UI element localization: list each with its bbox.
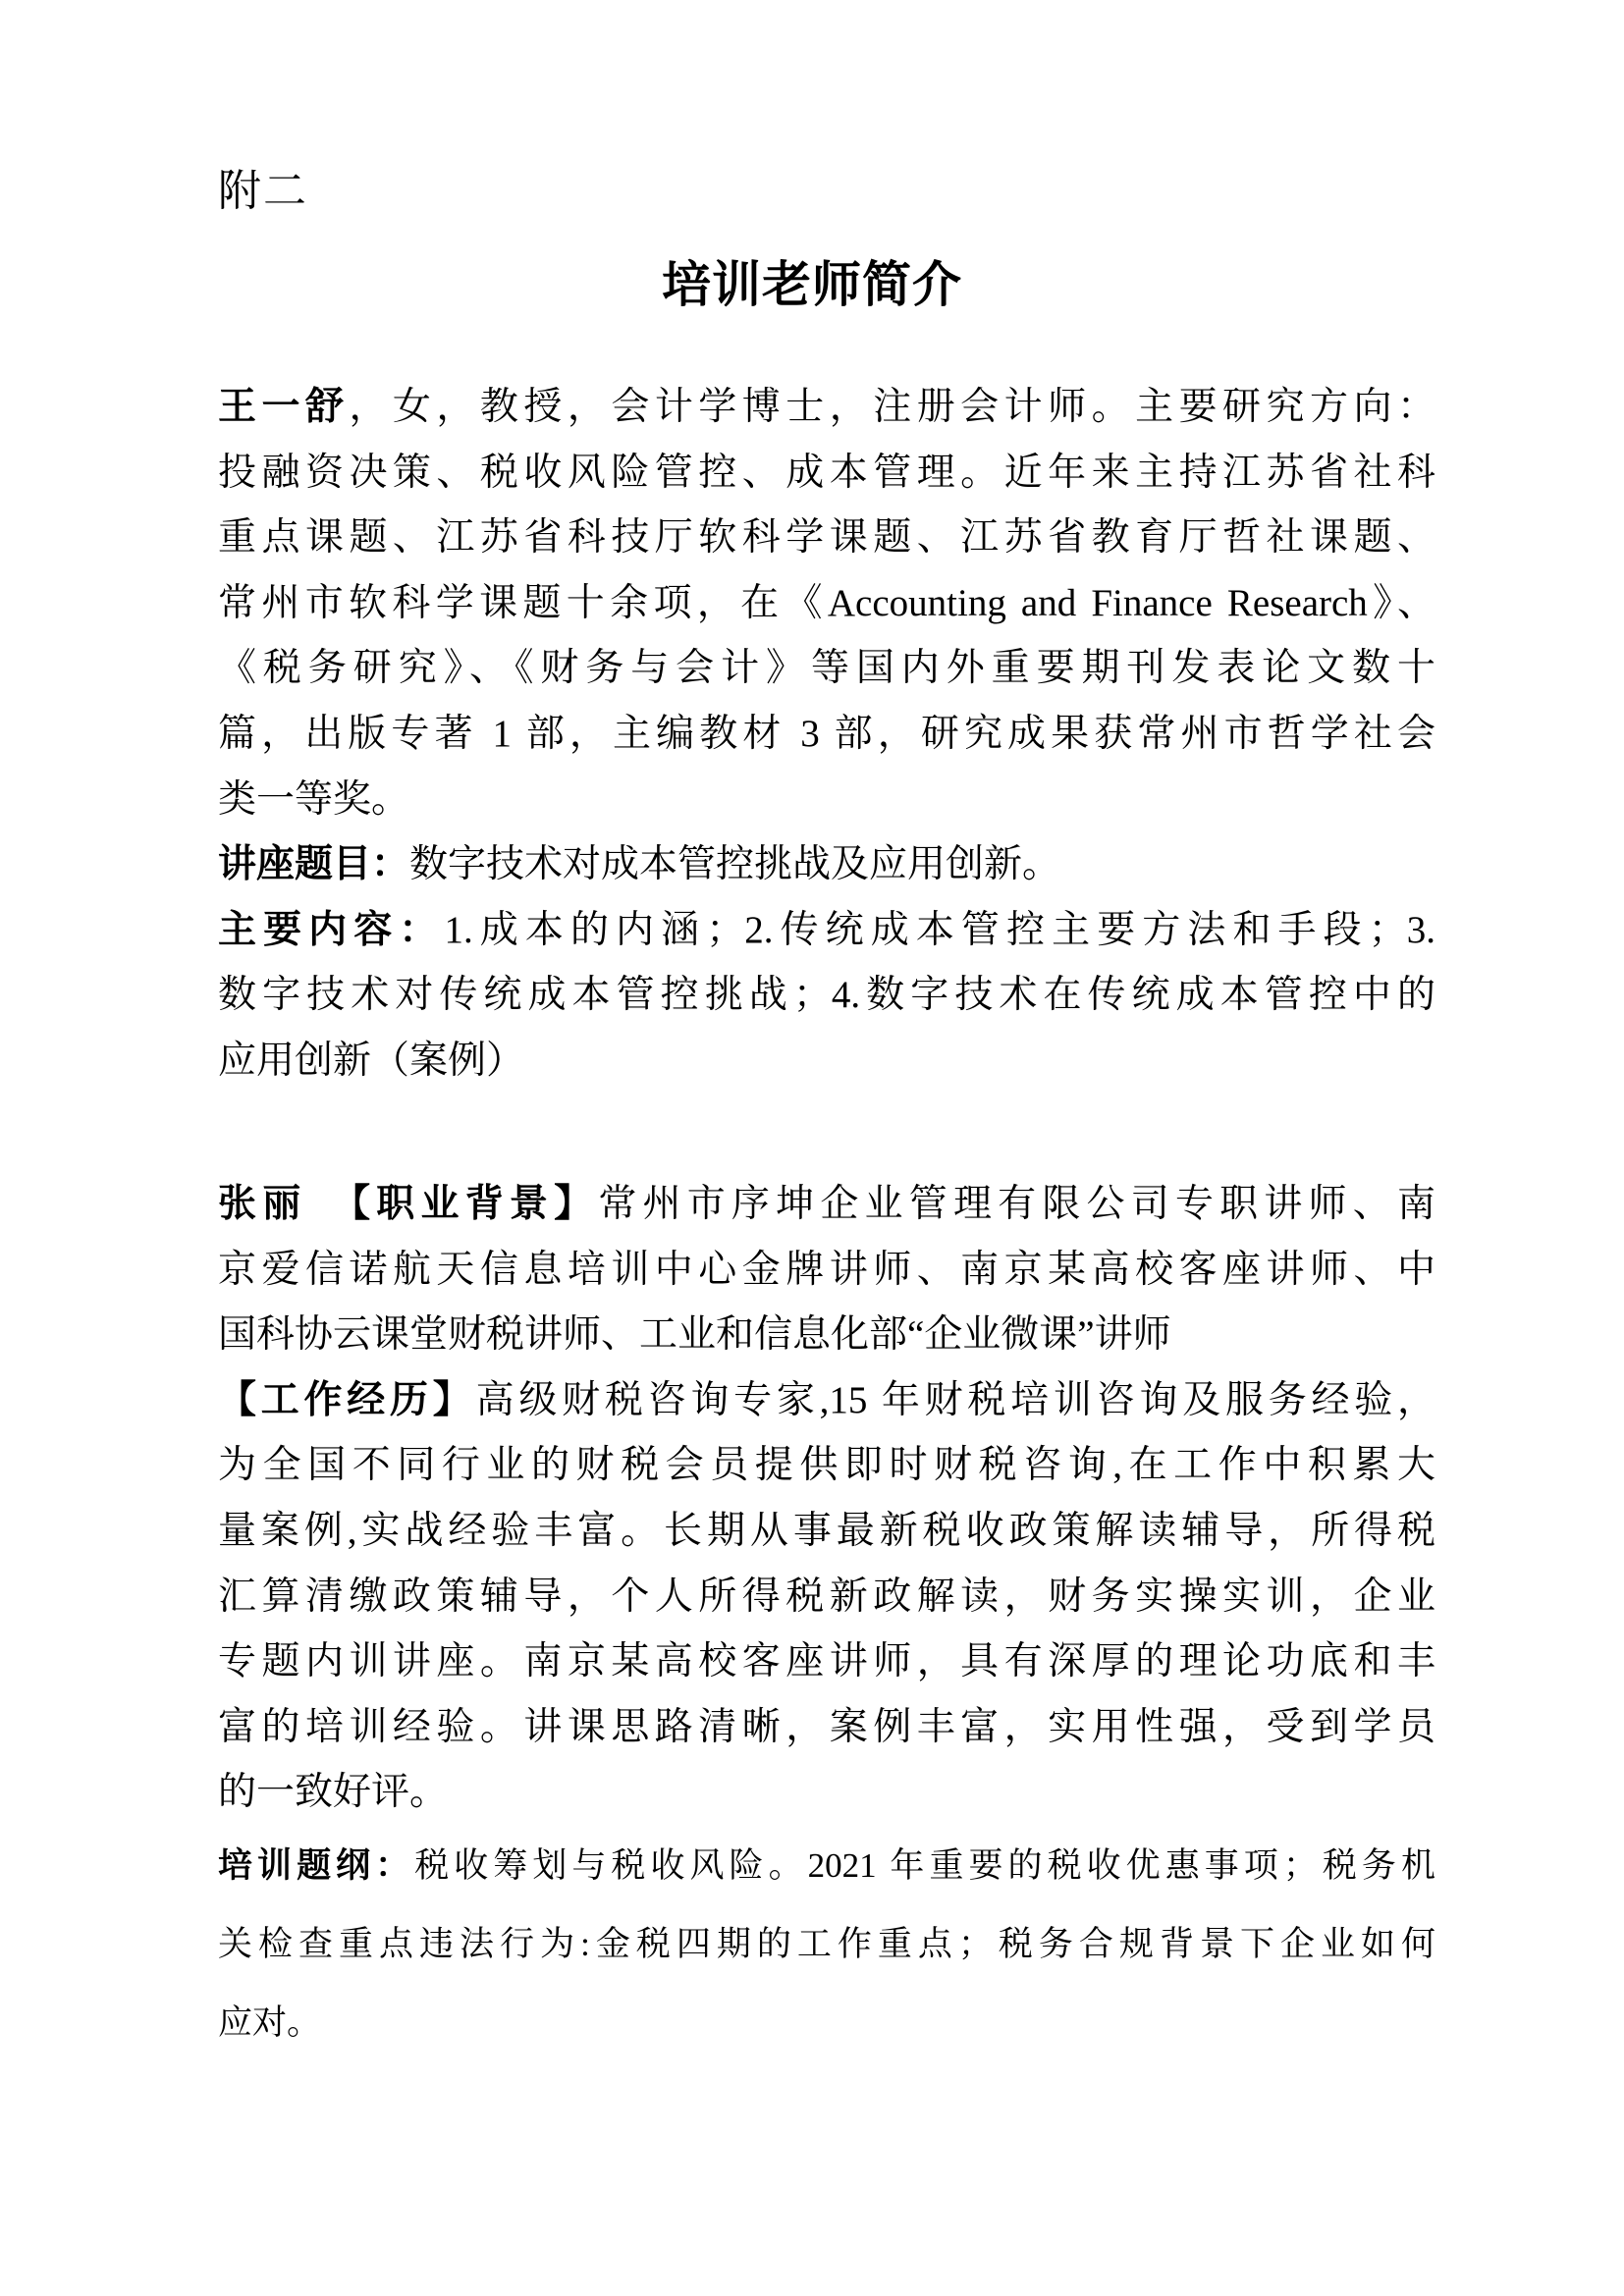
text-segment: 为全国不同行业的财税会员提供即时财税咨询,在工作中积累大	[218, 1444, 1435, 1487]
page-title: 培训老师简介	[662, 257, 962, 312]
bold-text-segment: 主要内容：	[218, 908, 445, 951]
text-segment: 的一致好评。	[218, 1771, 449, 1814]
text-line	[218, 571, 1435, 637]
text-segment: 投融资决策、税收风险管控、成本管理。近年来主持江苏省社科	[218, 451, 1435, 494]
text-segment: 1.成本的内涵；2.传统成本管控主要方法和手段；3.	[444, 908, 1435, 951]
text-segment: 汇算清缴政策辅导，个人所得税新政解读，财务实操实训，企业	[218, 1575, 1435, 1618]
text-line	[218, 832, 1435, 898]
text-line	[218, 1499, 1435, 1565]
text-line	[218, 768, 1435, 833]
annex-label: 附二	[218, 167, 308, 215]
text-segment: 应对。	[218, 2003, 322, 2042]
text-line	[218, 1368, 1435, 1434]
text-segment: 应用创新（案例）	[218, 1039, 525, 1082]
text-line	[218, 1905, 1435, 1984]
bold-text-segment: 【职业背景】	[351, 1183, 599, 1225]
paragraph-training-outline	[218, 1827, 1435, 2062]
text-segment: ，女，教授，会计学博士，注册会计师。主要研究方向：	[349, 386, 1435, 428]
text-line	[218, 1695, 1435, 1761]
bold-text-segment: 培训题纲：	[218, 1846, 415, 1885]
text-segment: 篇，出版专著 1 部，主编教材 3 部，研究成果获常州市哲学社会	[218, 712, 1435, 755]
text-line	[218, 702, 1435, 768]
text-segment: 税收筹划与税收风险。2021 年重要的税收优惠事项；税务机	[414, 1846, 1435, 1885]
text-segment: 常州市序坤企业管理有限公司专职讲师、南	[598, 1183, 1435, 1225]
text-segment: 京爱信诺航天信息培训中心金牌讲师、南京某高校客座讲师、中	[218, 1248, 1435, 1291]
text-segment: 重点课题、江苏省科技厅软科学课题、江苏省教育厅哲社课题、	[218, 516, 1435, 560]
text-segment: 量案例,实战经验丰富。长期从事最新税收政策解读辅导，所得税	[218, 1509, 1435, 1552]
text-segment: 数字技术对传统成本管控挑战；4.数字技术在传统成本管控中的	[218, 974, 1435, 1017]
text-line	[218, 963, 1435, 1029]
text-line	[218, 1433, 1435, 1499]
bold-text-segment: 讲座题目：	[218, 843, 410, 886]
text-segment: 高级财税咨询专家,15 年财税培训咨询及服务经验，	[475, 1378, 1435, 1421]
bold-text-segment: 【工作经历】	[218, 1378, 476, 1421]
text-segment	[306, 1183, 351, 1225]
text-line	[218, 1760, 1435, 1826]
text-segment: 国科协云课堂财税讲师、工业和信息化部“企业微课”讲师	[218, 1313, 1171, 1357]
text-line	[218, 1629, 1435, 1695]
text-line	[218, 1565, 1435, 1630]
text-segment: 常州市软科学课题十余项，在《Accounting and Finance Research》、	[218, 581, 1435, 624]
text-segment: 类一等奖。	[218, 777, 410, 821]
text-line	[218, 375, 1435, 441]
text-line	[218, 1984, 1435, 2062]
paragraph-wang-yishu-bio	[218, 375, 1435, 1095]
text-line	[218, 1303, 1435, 1368]
text-line	[218, 898, 1435, 964]
text-line	[218, 506, 1435, 571]
text-line	[218, 1029, 1435, 1095]
text-segment: 数字技术对成本管控挑战及应用创新。	[409, 843, 1061, 886]
document-body	[218, 0, 1435, 2296]
bold-text-segment: 张丽	[218, 1183, 307, 1225]
text-segment: 富的培训经验。讲课思路清晰，案例丰富，实用性强，受到学员	[218, 1705, 1435, 1748]
text-line	[218, 441, 1435, 507]
text-segment: 《税务研究》、《财务与会计》等国内外重要期刊发表论文数十	[218, 647, 1435, 690]
text-segment: 专题内训讲座。南京某高校客座讲师，具有深厚的理论功底和丰	[218, 1640, 1435, 1683]
text-line	[218, 1827, 1435, 1905]
paragraph-zhang-li-bio	[218, 1172, 1435, 1826]
bold-text-segment: 王一舒	[218, 386, 350, 428]
text-line	[218, 636, 1435, 702]
text-line	[218, 1172, 1435, 1238]
text-segment: 关检查重点违法行为:金税四期的工作重点；税务合规背景下企业如何	[218, 1925, 1435, 1963]
text-line	[218, 1238, 1435, 1304]
